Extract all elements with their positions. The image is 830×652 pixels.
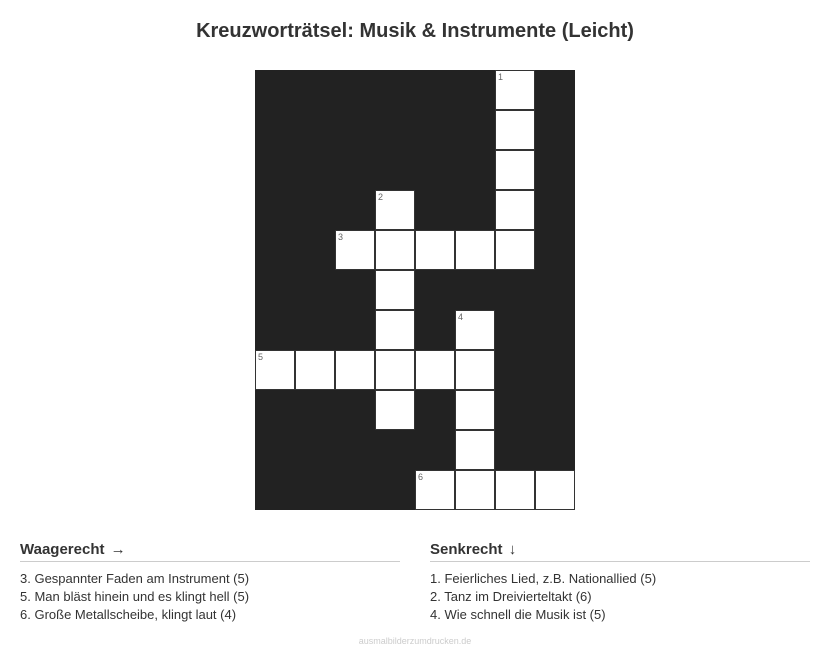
clue-item: 4. Wie schnell die Musik ist (5) [430, 607, 606, 622]
crossword-cell[interactable] [495, 470, 535, 510]
crossword-cell[interactable] [455, 230, 495, 270]
across-clues-section [20, 540, 400, 624]
clue-number: 2 [378, 192, 384, 202]
crossword-grid [255, 70, 575, 510]
crossword-cell[interactable] [375, 270, 415, 310]
crossword-cell[interactable] [415, 230, 455, 270]
crossword-cell[interactable] [495, 230, 535, 270]
across-heading [20, 540, 400, 562]
crossword-cell[interactable] [455, 350, 495, 390]
page-title: Kreuzworträtsel: Musik & Instrumente (Leicht) [196, 20, 634, 42]
crossword-cell[interactable] [415, 350, 455, 390]
crossword-cell[interactable] [495, 150, 535, 190]
clue-item: 1. Feierliches Lied, z.B. Nationallied (5) [430, 571, 657, 586]
crossword-cell[interactable] [295, 350, 335, 390]
down-clues-section [430, 540, 810, 624]
crossword-cell[interactable] [335, 230, 375, 270]
crossword-cell[interactable] [335, 350, 375, 390]
crossword-cell[interactable] [375, 310, 415, 350]
crossword-cell[interactable] [535, 470, 575, 510]
right-arrow-icon: → [110, 541, 126, 558]
clue-number: 1 [498, 72, 504, 82]
clue-number: 3 [338, 232, 344, 242]
clue-number: 4 [458, 312, 464, 322]
crossword-cell[interactable] [375, 230, 415, 270]
crossword-cell[interactable] [455, 390, 495, 430]
crossword-cell[interactable] [455, 430, 495, 470]
down-heading-label: Senkrecht [430, 541, 503, 558]
clue-item: 2. Tanz im Dreivierteltakt (6) [430, 589, 592, 604]
crossword-cell[interactable] [375, 190, 415, 230]
crossword-cell[interactable] [495, 70, 535, 110]
crossword-cell[interactable] [255, 350, 295, 390]
crossword-cell[interactable] [495, 190, 535, 230]
crossword-cell[interactable] [455, 310, 495, 350]
crossword-cell[interactable] [415, 470, 455, 510]
crossword-cell[interactable] [455, 470, 495, 510]
clue-item: 3. Gespannter Faden am Instrument (5) [20, 571, 250, 586]
across-heading-label: Waagerecht [20, 541, 105, 558]
clue-number: 5 [258, 352, 264, 362]
clue-item: 5. Man bläst hinein und es klingt hell (5) [20, 589, 250, 604]
clue-number: 6 [418, 472, 424, 482]
crossword-cell[interactable] [375, 350, 415, 390]
across-clue-list [20, 570, 400, 624]
crossword-cell[interactable] [495, 110, 535, 150]
down-heading [430, 540, 810, 562]
down-clue-list [430, 570, 810, 624]
clue-item: 6. Große Metallscheibe, klingt laut (4) [20, 607, 237, 622]
down-arrow-icon: ↓ [508, 541, 517, 558]
crossword-cell[interactable] [375, 390, 415, 430]
footer-credit: ausmalbilderzumdrucken.de [358, 636, 472, 646]
